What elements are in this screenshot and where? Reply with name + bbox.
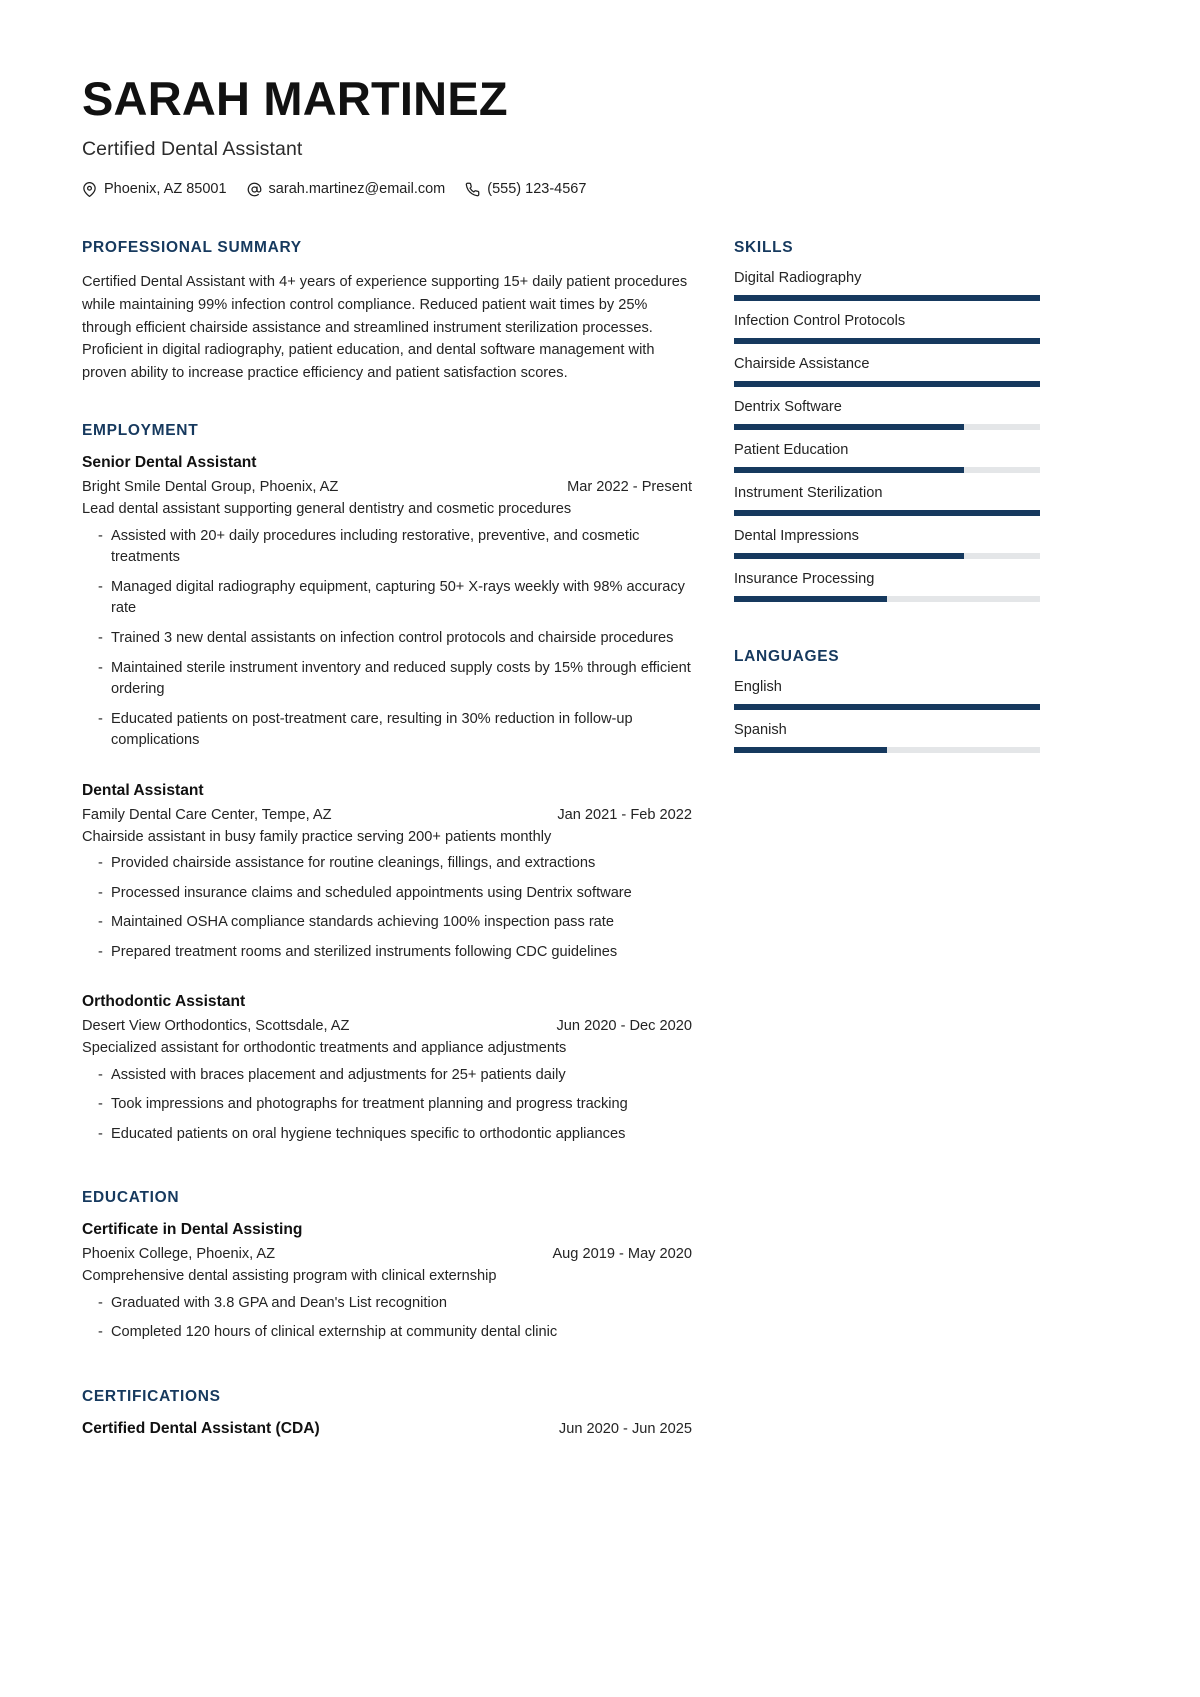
skill-item xyxy=(734,485,1040,516)
contact-email xyxy=(247,181,446,197)
skill-bar-track xyxy=(734,553,1040,559)
education-entry xyxy=(82,1221,692,1343)
section-certifications xyxy=(82,1388,692,1438)
list-item: - Trained 3 new dental assistants on infection control protocols and chairside procedures xyxy=(82,628,692,650)
skill-item xyxy=(734,528,1040,559)
skill-label: Insurance Processing xyxy=(734,571,875,588)
list-item: - Educated patients on oral hygiene techniques specific to orthodontic appliances xyxy=(82,1124,692,1146)
list-item: - Processed insurance claims and scheduled appointments using Dentrix software xyxy=(82,883,692,905)
skill-item xyxy=(734,571,1040,602)
list-item: - Assisted with braces placement and adjustments for 25+ patients daily xyxy=(82,1065,692,1087)
language-item xyxy=(734,679,1040,710)
entry-dates: Aug 2019 - May 2020 xyxy=(552,1246,692,1263)
entry-meta xyxy=(82,1018,692,1034)
skill-bar-track xyxy=(734,381,1040,387)
contact-phone-text: (555) 123-4567 xyxy=(487,181,587,198)
language-item xyxy=(734,722,1040,753)
section-heading-certifications: CERTIFICATIONS xyxy=(82,1387,221,1405)
entry-meta xyxy=(82,479,692,495)
certification-dates: Jun 2020 - Jun 2025 xyxy=(558,1420,692,1437)
skill-label: Infection Control Protocols xyxy=(734,313,906,330)
language-bar-fill xyxy=(734,747,887,753)
list-item: - Prepared treatment rooms and sterilized instruments following CDC guidelines xyxy=(82,942,692,964)
entry-description: Chairside assistant in busy family practice serving 200+ patients monthly xyxy=(82,828,552,845)
section-heading-languages: LANGUAGES xyxy=(734,648,840,666)
entry-bullets xyxy=(82,1065,692,1146)
skill-item xyxy=(734,356,1040,387)
skill-item xyxy=(734,399,1040,430)
skill-bar-fill xyxy=(734,467,964,473)
entry-org: Phoenix College, Phoenix, AZ xyxy=(82,1246,276,1263)
contact-location-text: Phoenix, AZ 85001 xyxy=(104,181,227,198)
section-heading-summary: PROFESSIONAL SUMMARY xyxy=(82,239,302,257)
skill-bar-track xyxy=(734,424,1040,430)
job-title: Certified Dental Assistant xyxy=(82,138,303,161)
skill-bar-fill xyxy=(734,381,1040,387)
language-bar-track xyxy=(734,747,1040,753)
entry-description: Comprehensive dental assisting program with clinical externship xyxy=(82,1268,497,1285)
entry-title: Orthodontic Assistant xyxy=(82,993,246,1011)
certification-title: Certified Dental Assistant (CDA) xyxy=(82,1419,320,1437)
section-heading-education: EDUCATION xyxy=(82,1189,180,1207)
phone-icon xyxy=(465,182,480,197)
skill-label: Dentrix Software xyxy=(734,399,842,416)
skill-bar-fill xyxy=(734,295,1040,301)
entry-bullets xyxy=(82,526,692,752)
summary-text: Certified Dental Assistant with 4+ years of experience supporting 15+ daily patient procedures while maintaining 99% infection control compliance. Reduced patient wait times by 25% through efficient chairside assistance and streamlined instrument sterilization processes. Proficient in digital radiography, patient education, and dental software management with proven ability to increase practice efficiency and patient satisfaction scores. xyxy=(82,274,688,381)
section-skills xyxy=(734,239,1040,602)
skill-bar-track xyxy=(734,467,1040,473)
employment-entry xyxy=(82,454,692,752)
entry-org: Desert View Orthodontics, Scottsdale, AZ xyxy=(82,1018,350,1035)
skill-bar-track xyxy=(734,338,1040,344)
employment-entry xyxy=(82,782,692,964)
sidebar xyxy=(734,239,1040,787)
contact-location xyxy=(82,181,227,197)
entry-title: Certificate in Dental Assisting xyxy=(82,1221,303,1239)
skill-label: Chairside Assistance xyxy=(734,356,870,373)
list-item: - Managed digital radiography equipment, capturing 50+ X-rays weekly with 98% accuracy rate xyxy=(82,577,692,620)
entry-meta xyxy=(82,807,692,823)
skill-bar-fill xyxy=(734,338,1040,344)
entry-bullets xyxy=(82,853,692,963)
section-languages xyxy=(734,648,1040,753)
entry-meta xyxy=(82,1246,692,1262)
section-heading-employment: EMPLOYMENT xyxy=(82,422,199,440)
skill-label: Digital Radiography xyxy=(734,270,862,287)
entry-title: Senior Dental Assistant xyxy=(82,454,257,472)
section-employment xyxy=(82,422,692,1145)
skill-bar-fill xyxy=(734,596,887,602)
list-item: - Assisted with 20+ daily procedures including restorative, preventive, and cosmetic treatments xyxy=(82,526,692,569)
at-sign-icon xyxy=(247,182,262,197)
language-label: English xyxy=(734,679,782,696)
skill-label: Patient Education xyxy=(734,442,849,459)
entry-dates: Jun 2020 - Dec 2020 xyxy=(556,1018,692,1035)
resume-header xyxy=(82,74,1122,197)
list-item: - Graduated with 3.8 GPA and Dean's List recognition xyxy=(82,1293,692,1315)
skill-item xyxy=(734,313,1040,344)
list-item: - Completed 120 hours of clinical externship at community dental clinic xyxy=(82,1322,692,1344)
skill-label: Instrument Sterilization xyxy=(734,485,883,502)
language-bar-track xyxy=(734,704,1040,710)
language-bar-fill xyxy=(734,704,1040,710)
skill-label: Dental Impressions xyxy=(734,528,859,545)
list-item: - Educated patients on post-treatment care, resulting in 30% reduction in follow-up complications xyxy=(82,709,692,752)
map-pin-icon xyxy=(82,182,97,197)
entry-org: Bright Smile Dental Group, Phoenix, AZ xyxy=(82,479,339,496)
entry-dates: Jan 2021 - Feb 2022 xyxy=(557,806,692,823)
entry-org: Family Dental Care Center, Tempe, AZ xyxy=(82,806,332,823)
contact-phone xyxy=(465,181,586,197)
skill-item xyxy=(734,442,1040,473)
list-item: - Maintained OSHA compliance standards achieving 100% inspection pass rate xyxy=(82,912,692,934)
entry-title: Dental Assistant xyxy=(82,781,204,799)
section-professional-summary xyxy=(82,239,692,384)
list-item: - Took impressions and photographs for treatment planning and progress tracking xyxy=(82,1094,692,1116)
skill-bar-track xyxy=(734,596,1040,602)
skill-bar-fill xyxy=(734,553,964,559)
list-item: - Provided chairside assistance for routine cleanings, fillings, and extractions xyxy=(82,853,692,875)
skill-bar-track xyxy=(734,295,1040,301)
contact-row xyxy=(82,181,1122,197)
entry-description: Lead dental assistant supporting general dentistry and cosmetic procedures xyxy=(82,501,572,518)
language-label: Spanish xyxy=(734,722,787,739)
section-education xyxy=(82,1189,692,1343)
resume-body xyxy=(82,239,1122,1437)
skill-bar-fill xyxy=(734,424,964,430)
entry-description: Specialized assistant for orthodontic treatments and appliance adjustments xyxy=(82,1040,567,1057)
section-heading-skills: SKILLS xyxy=(734,239,794,257)
main-column xyxy=(82,239,692,1437)
skill-bar-fill xyxy=(734,510,1040,516)
page-title: SARAH MARTINEZ xyxy=(82,72,508,125)
employment-entry xyxy=(82,993,692,1145)
skill-bar-track xyxy=(734,510,1040,516)
contact-email-text: sarah.martinez@email.com xyxy=(268,181,446,198)
entry-bullets xyxy=(82,1293,692,1344)
list-item: - Maintained sterile instrument inventory and reduced supply costs by 15% through efficient ordering xyxy=(82,658,692,701)
entry-dates: Mar 2022 - Present xyxy=(567,479,692,496)
skill-item xyxy=(734,270,1040,301)
certification-entry xyxy=(82,1420,692,1438)
